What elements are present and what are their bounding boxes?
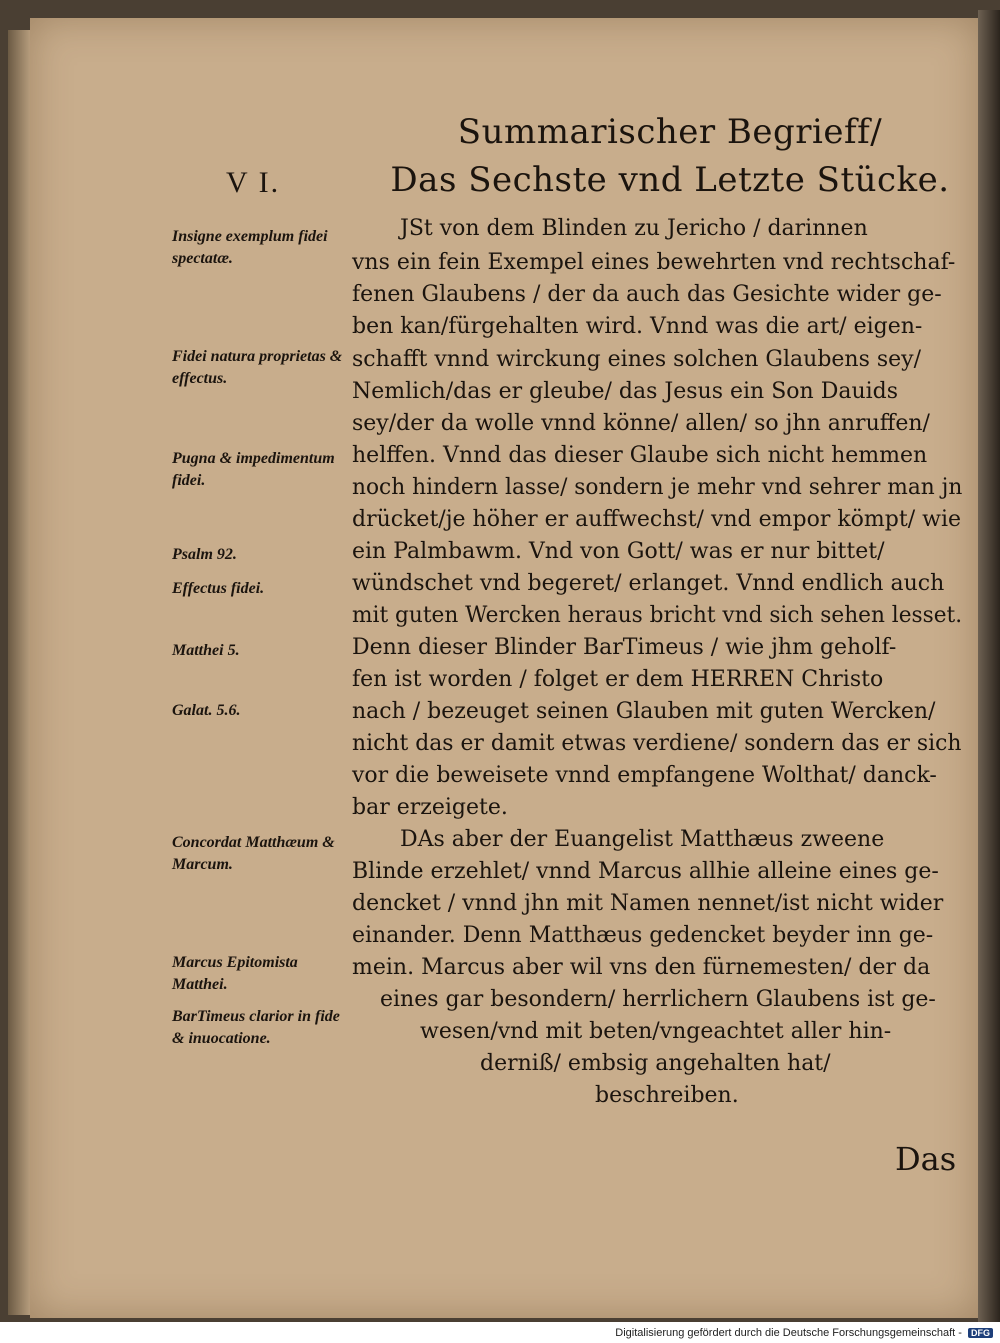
body-text-line: wesen/vnd mit beten/vngeachtet aller hin- <box>420 1019 892 1044</box>
body-text-line: mit guten Wercken heraus bricht vnd sich sehen lesset. <box>352 603 963 628</box>
body-text-line: sey/der da wolle vnnd könne/ allen/ so jhn anruffen/ <box>352 411 930 436</box>
body-text-line: wündschet vnd begeret/ erlanget. Vnnd endlich auch <box>352 571 945 596</box>
page-edge-left <box>8 30 30 1315</box>
margin-note: Fidei natura proprietas & effectus. <box>172 348 343 387</box>
margin-note: Concordat Matthæum & Marcum. <box>172 834 335 873</box>
body-text-line: JSt von dem Blinden zu Jericho / darinnen <box>400 216 868 241</box>
body-text-line: Nemlich/das er gleube/ das Jesus ein Son Dauids <box>352 379 899 404</box>
body-text-line: schafft vnnd wirckung eines solchen Glaubens sey/ <box>352 347 922 372</box>
section-heading-line-2: Das Sechste vnd Letzte Stücke. <box>390 160 950 200</box>
margin-note: Effectus fidei. <box>172 580 265 597</box>
margin-note: Marcus Epitomista Matthei. <box>172 954 298 993</box>
body-text-line: Blinde erzehlet/ vnnd Marcus allhie alleine eines ge- <box>352 859 939 884</box>
body-text-line: noch hindern lasse/ sondern je mehr vnd sehrer man jn <box>352 475 963 500</box>
margin-note: Pugna & impedimentum fidei. <box>172 450 335 489</box>
body-text-line: ein Palmbawm. Vnd von Gott/ was er nur bittet/ <box>352 539 885 564</box>
body-text-line: nicht das er damit etwas verdiene/ sondern das er sich <box>352 731 962 756</box>
body-text-line: eines gar besondern/ herrlichern Glaubens ist ge- <box>380 987 936 1012</box>
margin-note: BarTimeus clarior in fide & inuocatione. <box>172 1008 340 1047</box>
body-text-line: helffen. Vnnd das dieser Glaube sich nicht hemmen <box>352 443 928 468</box>
body-text-line: ben kan/fürgehalten wird. Vnnd was die art/ eigen- <box>352 314 923 339</box>
body-text-line: nach / bezeuget seinen Glauben mit guten Wercken/ <box>352 699 936 724</box>
body-text-line: drücket/je höher er auffwechst/ vnd empor kömpt/ wie <box>352 507 962 532</box>
body-text-line: bar erzeigete. <box>352 795 508 820</box>
body-text-line: Denn dieser Blinder BarTimeus / wie jhm geholf- <box>352 635 897 660</box>
catchword: Das <box>895 1140 957 1178</box>
footer-text: Digitalisierung gefördert durch die Deutsche Forschungsgemeinschaft - <box>615 1327 962 1339</box>
body-text-line: einander. Denn Matthæus gedencket beyder inn ge- <box>352 923 934 948</box>
body-text-line: fen ist worden / folget er dem HERREN Christo <box>352 667 884 692</box>
margin-note: Galat. 5.6. <box>172 702 241 719</box>
body-text-line: derniß/ embsig angehalten hat/ <box>480 1051 831 1076</box>
body-text-line: beschreiben. <box>595 1083 739 1108</box>
body-text-line: mein. Marcus aber wil vns den fürnemesten/ der da <box>352 955 931 980</box>
funding-footer <box>608 1327 993 1339</box>
margin-note: Insigne exemplum fidei spectatæ. <box>172 228 328 267</box>
body-text-line: vns ein fein Exempel eines bewehrten vnd rechtschaf- <box>352 250 956 275</box>
body-text-line: vor die beweisete vnnd empfangene Wolthat/ danck- <box>352 763 937 788</box>
margin-note: Psalm 92. <box>172 546 237 563</box>
dfg-logo: DFG <box>968 1328 993 1338</box>
section-heading-line-1: Summarischer Begrieff/ <box>457 112 883 152</box>
body-text-line: dencket / vnnd jhn mit Namen nennet/ist nicht wider <box>352 891 944 916</box>
margin-note: Matthei 5. <box>172 642 240 659</box>
page-edge-right <box>978 10 1000 1322</box>
body-text-line: DAs aber der Euangelist Matthæus zweene <box>400 827 885 852</box>
body-text-line: fenen Glaubens / der da auch das Gesichte wider ge- <box>352 282 942 307</box>
chapter-number: V I. <box>226 166 281 199</box>
